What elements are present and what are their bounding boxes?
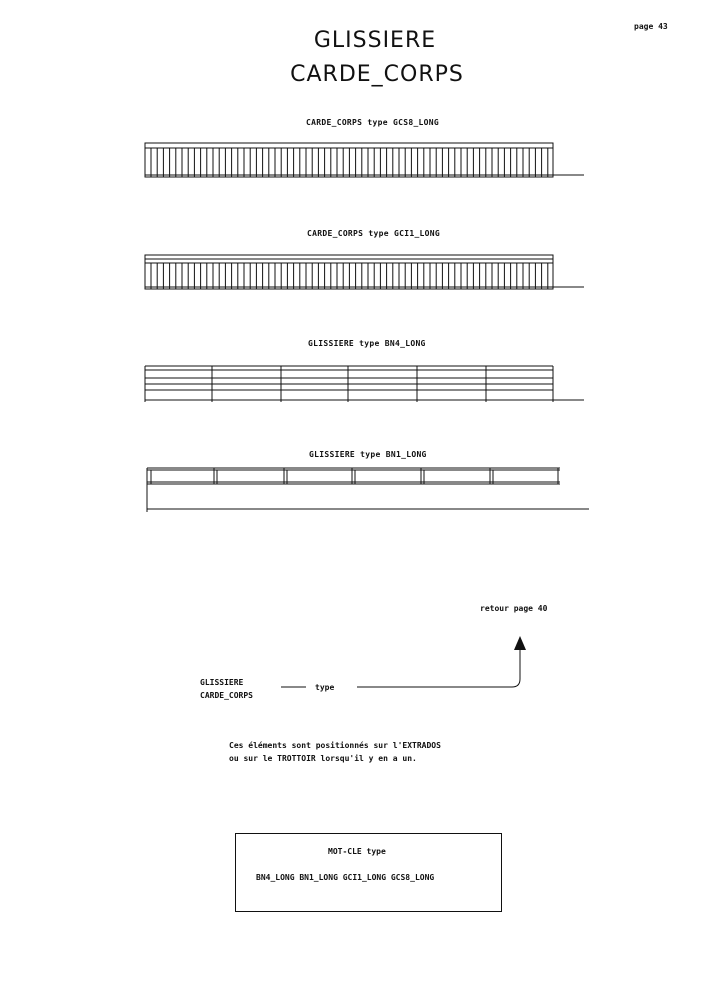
gci1-railing-drawing xyxy=(145,255,584,289)
keyword-box-values: BN4_LONG BN1_LONG GCI1_LONG GCS8_LONG xyxy=(256,873,435,882)
page-title: GLISSIERE xyxy=(313,28,437,53)
diagram-label-carde-corps: CARDE_CORPS xyxy=(200,691,253,700)
keyword-box xyxy=(235,833,502,912)
note-line-1: Ces éléments sont positionnés sur l'EXTRADOS xyxy=(229,741,441,750)
page-subtitle: CARDE_CORPS xyxy=(290,62,464,87)
type-flow-diagram xyxy=(281,648,520,687)
bn1-glissiere-drawing xyxy=(147,468,589,512)
diagram-label-glissiere: GLISSIERE xyxy=(200,678,244,687)
gcs8-railing-drawing xyxy=(145,143,584,177)
section-label-gcs8: CARDE_CORPS type GCS8_LONG xyxy=(306,118,440,127)
page-number: page 43 xyxy=(634,22,668,31)
retour-page-link[interactable]: retour page 40 xyxy=(480,604,548,613)
diagram-label-type: type xyxy=(315,683,335,692)
section-label-bn1: GLISSIERE type BN1_LONG xyxy=(309,450,427,459)
section-label-bn4: GLISSIERE type BN4_LONG xyxy=(308,339,426,348)
keyword-box-title: MOT-CLE type xyxy=(328,847,386,856)
bn4-glissiere-drawing xyxy=(145,366,584,402)
section-label-gci1: CARDE_CORPS type GCI1_LONG xyxy=(307,229,441,238)
note-line-2: ou sur le TROTTOIR lorsqu'il y en a un. xyxy=(229,754,417,763)
arrow-up-icon xyxy=(514,636,526,650)
